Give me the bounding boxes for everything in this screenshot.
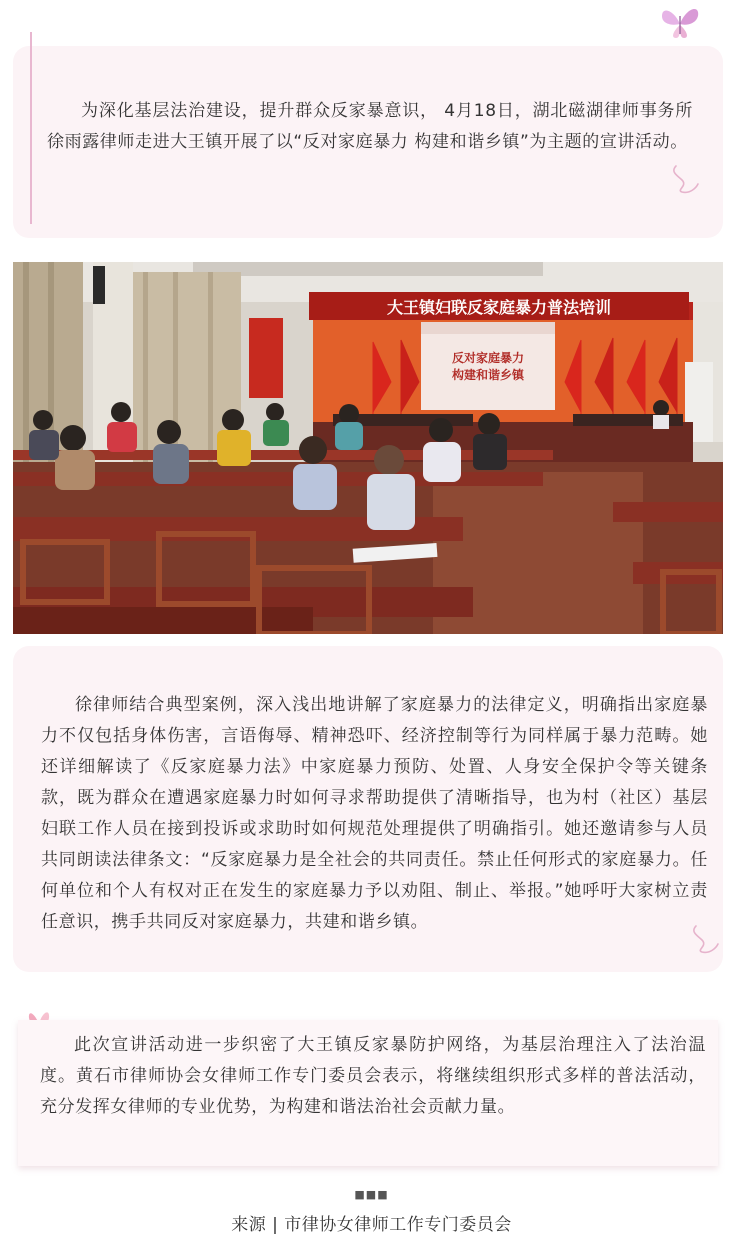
intro-card (13, 46, 723, 238)
body-card (13, 646, 723, 972)
event-photo (13, 262, 723, 634)
screen-title-line2: 构建和谐乡镇 (451, 368, 525, 382)
closing-paragraph: 此次宣讲活动进一步织密了大王镇反家暴防护网络，为基层治理注入了法治温度。黄石市律师协会女律师工作专门委员会表示，将继续组织形式多样的普法活动，充分发挥女律师的专业优势，为构建和谐法治社会贡献力量。 (40, 1035, 706, 1117)
intro-paragraph: 为深化基层法治建设，提升群众反家暴意识， 4月18日，湖北磁湖律师事务所徐雨露律师走进大王镇开展了以“反对家庭暴力 构建和谐乡镇”为主题的宣讲活动。 (47, 101, 693, 152)
banner-text: 大王镇妇联反家庭暴力普法培训 (386, 298, 612, 317)
squiggle-icon (688, 922, 722, 956)
body-paragraph: 徐律师结合典型案例，深入浅出地讲解了家庭暴力的法律定义，明确指出家庭暴力不仅包括身体伤害，言语侮辱、精神恐吓、经济控制等行为同样属于暴力范畴。她还详细解读了《反家庭暴力法》中家庭暴力预防、处置、人身安全保护令等关键条款，既为群众在遭遇家庭暴力时如何寻求帮助提供了清晰指导，也为村（社区）基层妇联工作人员在接到投诉或求助时如何规范处理提供了明确指引。她还邀请参与人员共同朗读法律条文：“反家庭暴力是全社会的共同责任。禁止任何形式的家庭暴力。任何单位和个人有权对正在发生的家庭暴力予以劝阻、制止、举报。”她呼吁大家树立责任意识，携手共同反对家庭暴力，共建和谐乡镇。 (41, 695, 708, 932)
closing-card (18, 1020, 718, 1166)
footer-dots: ■■■ (354, 1188, 389, 1201)
intro-accent-line (30, 32, 32, 224)
butterfly-icon (658, 4, 702, 42)
squiggle-icon (668, 162, 702, 196)
source-credit: 来源 | 市律协女律师工作专门委员会 (231, 1215, 512, 1235)
screen-title-line1: 反对家庭暴力 (451, 351, 525, 365)
